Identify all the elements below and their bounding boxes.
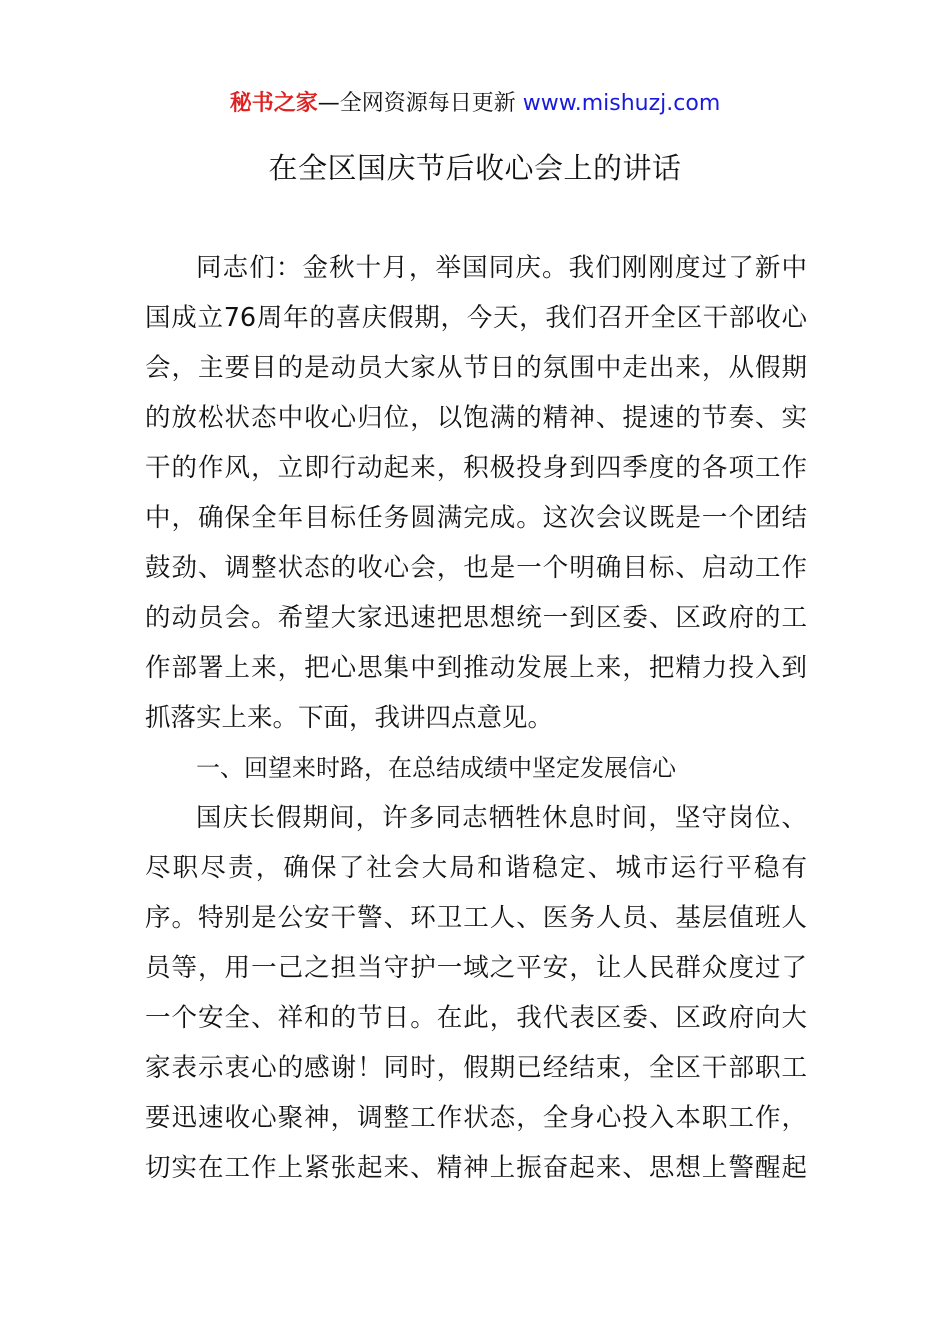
paragraph-line: 切实在工作上紧张起来、精神上振奋起来、思想上警醒起 [145,1153,807,1183]
paragraph-line: 中，确保全年目标任务圆满完成。这次会议既是一个团结 [145,503,807,533]
header-slogan: —全网资源每日更新 [317,91,516,116]
paragraph-line: 尽职尽责，确保了社会大局和谐稳定、城市运行平稳有 [145,853,807,883]
paragraph-line: 的放松状态中收心归位，以饱满的精神、提速的节奏、实 [145,403,807,433]
paragraph-line: 会，主要目的是动员大家从节日的氛围中走出来，从假期 [145,353,807,383]
site-link[interactable]: www.mishuzj.com [522,91,721,116]
paragraph-line: 作部署上来，把心思集中到推动发展上来，把精力投入到 [145,653,807,683]
paragraph-line: 序。特别是公安干警、环卫工人、医务人员、基层值班人 [145,903,807,933]
paragraph-line: 干的作风，立即行动起来，积极投身到四季度的各项工作 [145,453,807,483]
site-header [0,88,950,120]
paragraph-line: 鼓劲、调整状态的收心会，也是一个明确目标、启动工作 [145,553,807,583]
paragraph-line: 一个安全、祥和的节日。在此，我代表区委、区政府向大 [145,1003,807,1033]
paragraph-line: 国庆长假期间，许多同志牺牲休息时间，坚守岗位、 [196,803,807,833]
paragraph-line: 的动员会。希望大家迅速把思想统一到区委、区政府的工 [145,603,807,633]
document-body [145,243,807,1193]
brand-name: 秘书之家 [229,91,318,116]
paragraph-line: 要迅速收心聚神，调整工作状态，全身心投入本职工作， [145,1103,807,1133]
document-title: 在全区国庆节后收心会上的讲话 [268,151,682,185]
paragraph-line: 家表示衷心的感谢！同时，假期已经结束，全区干部职工 [145,1053,807,1083]
section-heading: 一、回望来时路，在总结成绩中坚定发展信心 [196,754,676,782]
paragraph-line: 国成立76周年的喜庆假期，今天，我们召开全区干部收心 [145,303,807,333]
paragraph-line: 员等，用一己之担当守护一域之平安，让人民群众度过了 [145,953,807,983]
paragraph-line: 同志们：金秋十月，举国同庆。我们刚刚度过了新中 [196,253,807,283]
paragraph-line: 抓落实上来。下面，我讲四点意见。 [145,703,554,733]
